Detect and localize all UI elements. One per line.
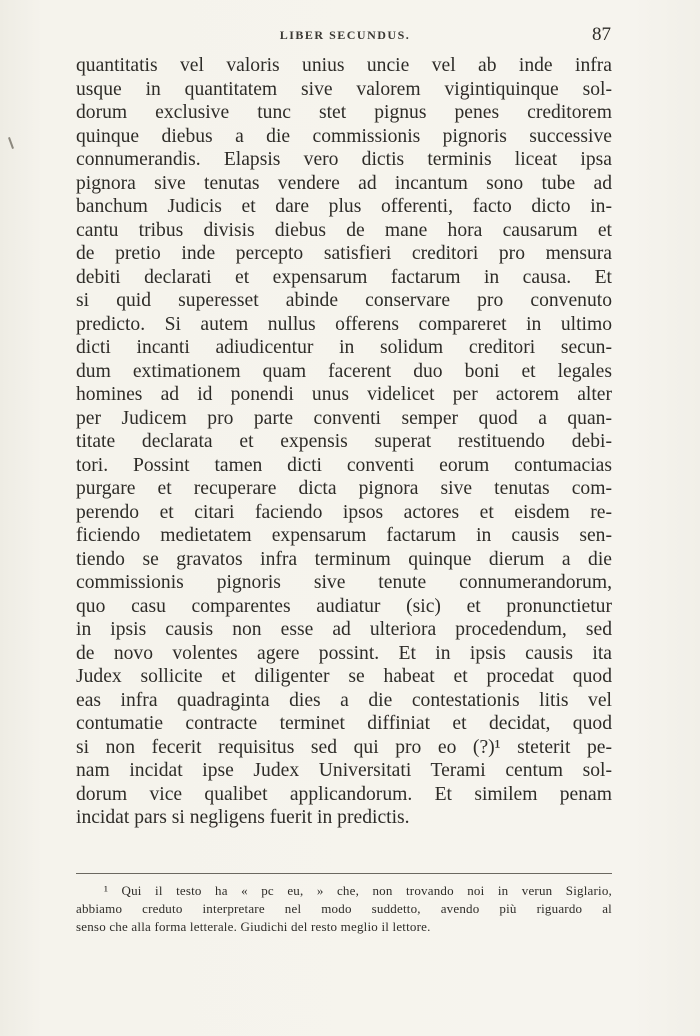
text-line: tori. Possint tamen dicti conventi eorum contumacias: [76, 454, 612, 476]
text-line: si non fecerit requisitus sed qui pro eo (?)¹ steterit pe-: [76, 736, 612, 758]
text-line: homines ad id ponendi unus videlicet per actorem alter: [76, 384, 612, 405]
running-title: LIBER SECUNDUS.: [279, 28, 411, 42]
text-line: banchum Judicis et dare plus offerenti, facto dicto in-: [76, 196, 612, 217]
text-line: debiti declarati et expensarum factarum in causa. Et: [76, 266, 612, 288]
text-line: si quid superesset abinde conservare pro convenuto: [76, 290, 612, 311]
text-line: incidat pars si negligens fuerit in predictis.: [76, 807, 410, 828]
body-text: [76, 54, 612, 830]
text-line: titate declarata et expensis superat restituendo debi-: [76, 431, 612, 452]
text-line: in ipsis causis non esse ad ulteriora procedendum, sed: [76, 619, 612, 640]
footnote-line: abbiamo creduto interpretare nel modo suddetto, avendo più riguardo al: [76, 901, 612, 916]
text-line: Judex sollicite et diligenter se habeat et procedat quod: [76, 666, 612, 687]
text-line: nam incidat ipse Judex Universitati Terami centum sol-: [76, 760, 612, 781]
text-line: purgare et recuperare dicta pignora sive tenutas com-: [76, 478, 612, 499]
text-line: dorum vice qualibet applicandorum. Et similem penam: [76, 783, 612, 805]
text-line: dum extimationem quam facerent duo boni et legales: [76, 360, 612, 382]
footnote-line: ¹ Qui il testo ha « pc eu, » che, non trovando noi in verun Siglario,: [104, 883, 612, 898]
text-line: predicto. Si autem nullus offerens compareret in ultimo: [76, 313, 612, 335]
text-line: pignora sive tenutas vendere ad incantum sono tube ad: [76, 172, 612, 194]
text-line: quinque diebus a die commissionis pignoris successive: [76, 125, 612, 147]
text-line: quantitatis vel valoris unius uncie vel ab inde infra: [76, 55, 612, 76]
text-line: usque in quantitatem sive valorem vigintiquinque sol-: [76, 78, 612, 100]
margin-pencil-mark: [8, 137, 14, 149]
text-line: dicti incanti adiudicentur in solidum creditori secun-: [76, 337, 612, 358]
footnote: [76, 882, 612, 936]
footnote-line: senso che alla forma letterale. Giudichi del resto meglio il lettore.: [76, 919, 431, 934]
text-line: tiendo se gravatos infra terminum quinque dierum a die: [76, 548, 612, 570]
text-line: perendo et citari faciendo ipsos actores et eisdem re-: [76, 501, 612, 523]
text-line: dorum exclusive tunc stet pignus penes creditorem: [76, 102, 612, 123]
text-line: per Judicem pro parte conventi semper quod a quan-: [76, 407, 612, 429]
text-line: de novo volentes agere possint. Et in ipsis causis ita: [76, 642, 612, 664]
page-number: 87: [592, 24, 611, 45]
text-line: commissionis pignoris sive tenute connumerandorum,: [76, 572, 612, 593]
text-line: eas infra quadraginta dies a die contestationis litis vel: [76, 689, 612, 711]
footnote-divider: [76, 873, 612, 874]
text-line: contumatie contracte terminet diffiniat et decidat, quod: [76, 713, 612, 734]
text-line: ficiendo medietatem expensarum factarum in causis sen-: [76, 525, 612, 546]
text-line: cantu tribus divisis diebus de mane hora causarum et: [76, 219, 612, 241]
text-line: de pretio inde percepto satisfieri creditori pro mensura: [76, 243, 612, 264]
text-line: quo casu comparentes audiatur (sic) et pronunctietur: [76, 595, 612, 617]
text-line: connumerandis. Elapsis vero dictis terminis liceat ipsa: [76, 149, 612, 170]
running-head: [75, 24, 615, 46]
